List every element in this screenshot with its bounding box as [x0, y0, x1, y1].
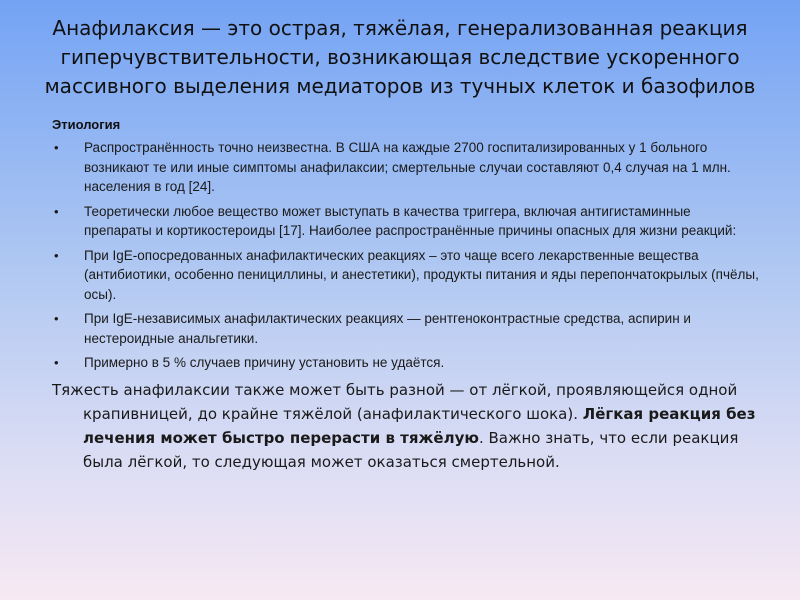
- section-heading: Этиология: [52, 117, 121, 132]
- bullet-item: [52, 353, 762, 373]
- conclusion-paragraph: [52, 378, 762, 474]
- bullet-icon: •: [54, 140, 59, 155]
- bullet-item: [52, 202, 762, 241]
- bullet-icon: •: [54, 355, 59, 370]
- bullet-icon: •: [54, 203, 59, 219]
- bullet-item: [52, 309, 762, 348]
- bullet-item: [52, 246, 762, 305]
- slide-body: [52, 116, 762, 474]
- bullet-text: Теоретически любое вещество может выступать в качества триггера, включая антигистаминные препараты и кортикостероиды [17]. Наиболее распространённые причины опасных для жизни реакций:: [84, 203, 737, 238]
- bullet-item: [52, 138, 762, 197]
- conclusion-text: Тяжесть анафилаксии также может быть разной — от лёгкой, проявляющейся одной крапивницей, до крайне тяжёлой (анафилактического шока).: [52, 380, 738, 423]
- bullet-icon: •: [54, 247, 59, 263]
- bullet-icon: •: [54, 311, 59, 326]
- conclusion-emphasis: Лёгкая реакция без лечения может быстро перерасти в тяжёлую: [83, 404, 756, 447]
- bullet-text: При IgE-опосредованных анафилактических реакциях – это чаще всего лекарственные вещества (антибиотики, особенно пенициллины, и анестетики), продукты питания и яды перепончатокрылых (пчёлы, осы).: [84, 247, 759, 302]
- conclusion-text-end: . Важно знать, что если реакция была лёгкой, то следующая может оказаться смертельной.: [83, 428, 739, 471]
- bullet-text: Примерно в 5 % случаев причину установить не удаётся.: [84, 355, 445, 370]
- slide-title: Анафилаксия — это острая, тяжёлая, генерализованная реакция гиперчувствительности, возникающая вследствие ускоренного массивного выделения медиаторов из тучных клеток и базофилов: [44, 16, 756, 98]
- bullet-list: [52, 138, 762, 373]
- bullet-text: Распространённость точно неизвестна. В США на каждые 2700 госпитализированных у 1 больного возникают те или иные симптомы анафилаксии; смертельные случаи составляют 0,4 случая на 1 млн. населения в год [24].: [84, 140, 731, 194]
- bullet-text: При IgE-независимых анафилактических реакциях — рентгеноконтрастные средства, аспирин и нестероидные анальгетики.: [84, 311, 691, 346]
